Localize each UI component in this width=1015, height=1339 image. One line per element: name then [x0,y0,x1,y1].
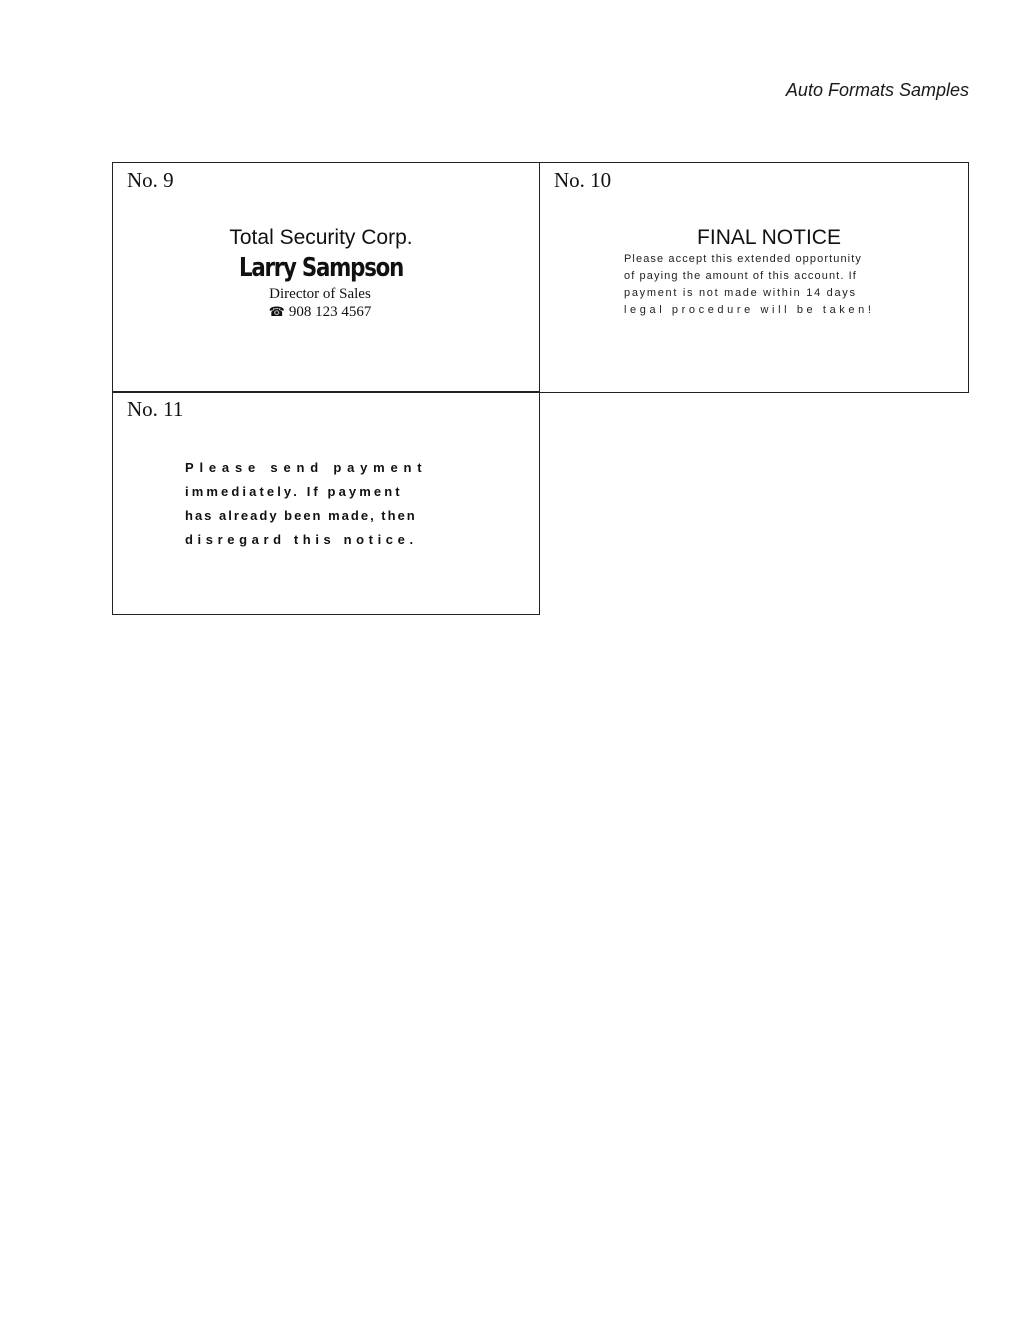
notice-line: Please accept this extended opportunity [624,253,862,265]
request-line: immediately. If payment [185,484,403,499]
request-line: disregard this notice. [185,532,418,547]
phone-number-row [101,303,539,321]
sample-label: No. 11 [127,397,184,421]
sample-no-11 [112,391,540,615]
notice-line: of paying the amount of this account. If [624,270,857,282]
request-line: has already been made, then [185,508,417,523]
request-line: Please send payment [185,460,428,475]
final-notice [624,225,914,319]
sample-label: No. 9 [127,168,174,192]
notice-title: FINAL NOTICE [697,226,841,249]
telephone-icon: ☎ [268,304,285,319]
notice-line: legal procedure will be taken! [624,304,875,316]
person-name: Larry Sampson [238,253,404,283]
sample-no-10 [539,162,969,393]
sample-no-9 [112,162,540,393]
job-title: Director of Sales [269,286,371,302]
company-name: Total Security Corp. [229,226,413,249]
business-card [113,225,539,321]
phone-number: 908 123 4567 [288,304,372,320]
page-title: Auto Formats Samples [785,80,969,100]
payment-request [185,456,475,552]
notice-line: payment is not made within 14 days [624,287,857,299]
sample-label: No. 10 [554,168,612,192]
